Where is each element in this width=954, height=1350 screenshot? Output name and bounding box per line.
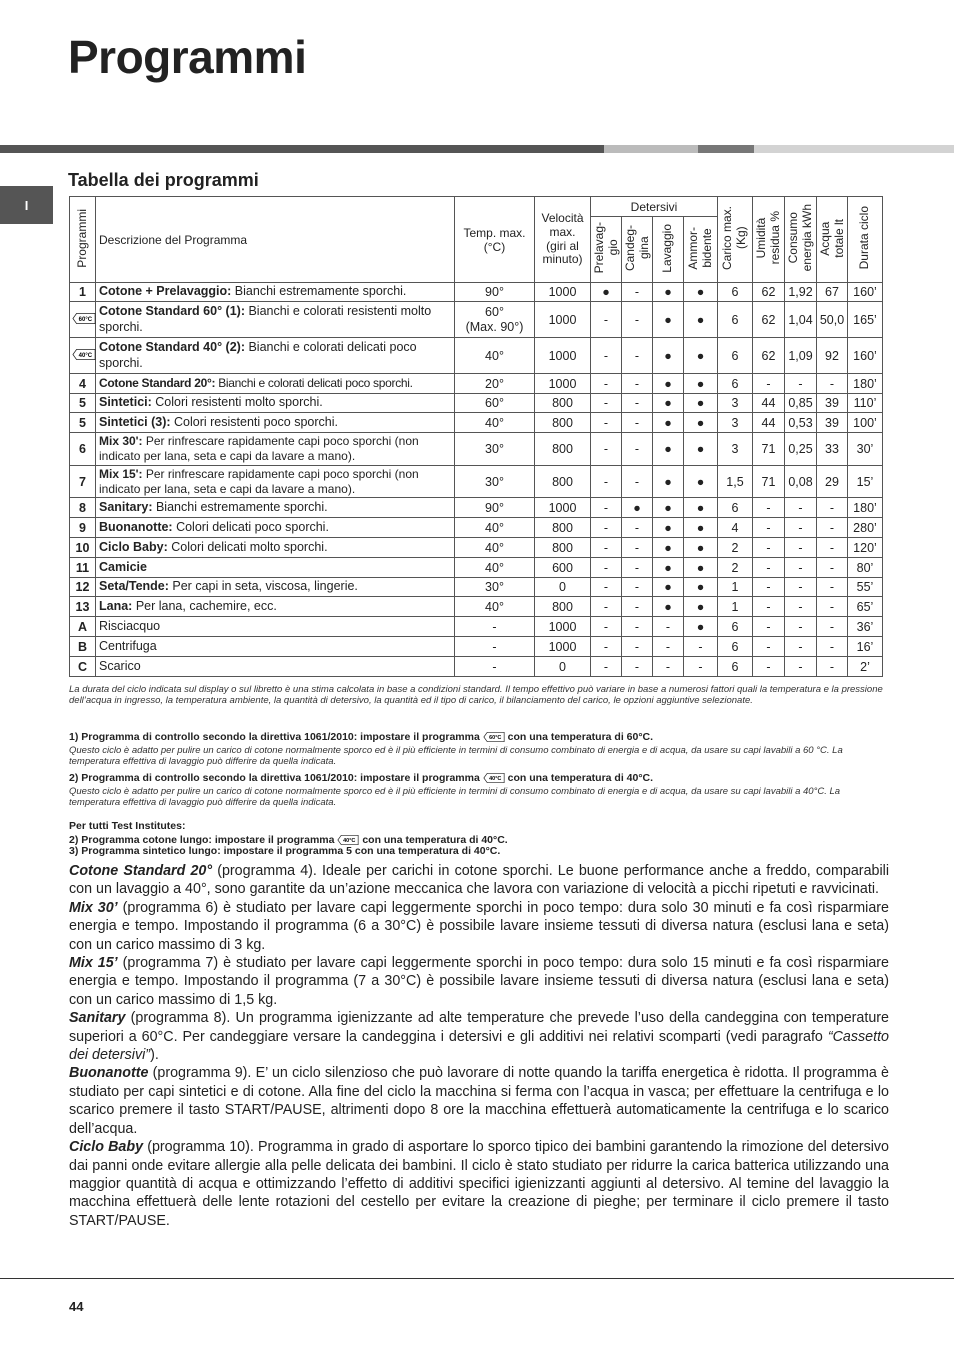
table-row xyxy=(70,466,883,498)
cell-kwh: 0,53 xyxy=(785,413,817,433)
cell-acqua: 92 xyxy=(817,338,848,374)
cell-kwh: - xyxy=(785,518,817,538)
desc-ciclo-baby: Ciclo Baby (programma 10). Programma in grado di asportare lo sporco tipico dei bambini garantendo la rimozione del detersivo dai panni onde evitare allergie alla pelle delicata dei bambini. Il ciclo è stato studiato per ridurre la carica batterica utilizzando una maggior quantità di acqua e ottimizzando l’effetto di additivi specifici igienizzanti aggiunti al detersivo. Al temine del lavaggio la macchina effettuerà delle lente rotazioni del cestello per evitare la creazione di pieghe; per terminare il ciclo premere il tasto START/PAUSE. xyxy=(69,1139,889,1229)
cell-cand: - xyxy=(622,374,653,394)
cell-pre: - xyxy=(591,597,622,617)
program-description: Sintetici: Colori resistenti molto sporchi. xyxy=(96,394,455,413)
cell-umid: - xyxy=(753,637,785,657)
table-row xyxy=(70,413,883,433)
cell-vel: 800 xyxy=(535,538,591,558)
desc-cotone-20: Cotone Standard 20° (programma 4). Ideale per carichi in cotone sporchi. Le buone performance anche a freddo, comparabili con un lavaggio a 40°, sono garantite da un’azione meccanica che lavora con variazione di velocità a picchi ripetuti e ravvicinati. xyxy=(69,863,889,898)
cell-carico: 6 xyxy=(718,637,753,657)
cell-acqua: - xyxy=(817,578,848,597)
cell-umid: 62 xyxy=(753,302,785,338)
cotton-60-program-icon xyxy=(483,731,505,743)
svg-text:40°C: 40°C xyxy=(343,837,356,844)
header-umidita: Umidità residua % xyxy=(753,197,785,283)
cell-vel: 800 xyxy=(535,518,591,538)
cell-lav: ● xyxy=(653,518,684,538)
page-number: 44 xyxy=(69,1299,84,1314)
cell-cand: - xyxy=(622,578,653,597)
cell-temp: 40° xyxy=(455,338,535,374)
program-number: 5 xyxy=(70,394,96,413)
cell-lav: ● xyxy=(653,538,684,558)
cell-lav: ● xyxy=(653,433,684,466)
header-programmi: Programmi xyxy=(70,197,96,283)
cell-vel: 1000 xyxy=(535,374,591,394)
table-row xyxy=(70,617,883,637)
cell-umid: - xyxy=(753,538,785,558)
desc-buonanotte: Buonanotte (programma 9). E’ un ciclo silenzioso che può lavorare di notte quando la tariffa energetica è ridotta. Il programma è studiato per capi sintetici e di cotone. Alla fine del ciclo la macchina si ferma con l’acqua in vasca; per effettuare la centrifuga e lo scarico premere il tasto START/PAUSE, altrimenti dopo 8 ore la macchina effettuerà automaticamente la centrifuga e lo scarico dell’acqua. xyxy=(69,1065,889,1137)
cell-amm: ● xyxy=(684,498,718,518)
cell-durata: 180’ xyxy=(848,498,883,518)
cell-amm: ● xyxy=(684,374,718,394)
cotton-40-program-icon xyxy=(483,772,505,784)
cell-lav: ● xyxy=(653,374,684,394)
cell-cand: ● xyxy=(622,498,653,518)
cell-vel: 0 xyxy=(535,657,591,677)
cell-cand: - xyxy=(622,283,653,302)
cell-temp: 40° xyxy=(455,597,535,617)
cell-lav: ● xyxy=(653,283,684,302)
cell-amm: ● xyxy=(684,518,718,538)
cell-carico: 6 xyxy=(718,302,753,338)
cell-durata: 165’ xyxy=(848,302,883,338)
program-number: 9 xyxy=(70,518,96,538)
test-institutes-notes: Per tutti Test Institutes: 2) Programma cotone lungo: impostare il programma 40°C con una temperatura di 40°C. 3) Programma sintetico lungo: impostare il programma 5 con una temperatura di 40°C. xyxy=(69,820,884,858)
cell-lav: ● xyxy=(653,498,684,518)
cell-acqua: - xyxy=(817,558,848,578)
table-row xyxy=(70,657,883,677)
cell-vel: 1000 xyxy=(535,338,591,374)
programs-table xyxy=(69,196,883,677)
program-description: Buonanotte: Colori delicati poco sporchi. xyxy=(96,518,455,538)
cell-kwh: - xyxy=(785,498,817,518)
cell-temp: 40° xyxy=(455,413,535,433)
header-rule-lighter xyxy=(754,145,954,153)
cell-umid: 71 xyxy=(753,433,785,466)
cell-temp: - xyxy=(455,617,535,637)
header-rule-mid xyxy=(698,145,754,153)
language-side-tab: I xyxy=(0,186,53,224)
cell-temp: 30° xyxy=(455,578,535,597)
cell-cand: - xyxy=(622,338,653,374)
program-number: B xyxy=(70,637,96,657)
cell-umid: - xyxy=(753,617,785,637)
cell-umid: 44 xyxy=(753,394,785,413)
cell-amm: ● xyxy=(684,433,718,466)
cell-lav: - xyxy=(653,617,684,637)
cell-kwh: - xyxy=(785,657,817,677)
header-velocita: Velocità max. (giri al minuto) xyxy=(535,197,591,283)
cell-acqua: - xyxy=(817,597,848,617)
svg-text:40°C: 40°C xyxy=(78,352,93,359)
header-ammorbidente: Ammor- bidente xyxy=(684,217,718,283)
cell-temp: 60° xyxy=(455,394,535,413)
cell-cand: - xyxy=(622,466,653,498)
cell-acqua: 39 xyxy=(817,394,848,413)
program-number: 6 xyxy=(70,433,96,466)
cell-kwh: 1,92 xyxy=(785,283,817,302)
cell-lav: ● xyxy=(653,558,684,578)
header-detersivi: Detersivi xyxy=(591,197,718,217)
cell-amm: - xyxy=(684,637,718,657)
cell-lav: ● xyxy=(653,413,684,433)
header-prelavaggio: Prelavag- gio xyxy=(591,217,622,283)
cell-carico: 3 xyxy=(718,433,753,466)
cell-umid: - xyxy=(753,518,785,538)
cell-cand: - xyxy=(622,518,653,538)
cell-kwh: - xyxy=(785,538,817,558)
cell-cand: - xyxy=(622,597,653,617)
cell-vel: 1000 xyxy=(535,637,591,657)
cell-temp: - xyxy=(455,637,535,657)
cell-umid: - xyxy=(753,498,785,518)
cell-acqua: - xyxy=(817,498,848,518)
program-description: Sintetici (3): Colori resistenti poco sporchi. xyxy=(96,413,455,433)
cell-kwh: - xyxy=(785,558,817,578)
cell-carico: 1 xyxy=(718,597,753,617)
header-lavaggio: Lavaggio xyxy=(653,217,684,283)
svg-text:60°C: 60°C xyxy=(78,316,93,323)
cell-kwh: - xyxy=(785,637,817,657)
program-number: 1 xyxy=(70,283,96,302)
cell-acqua: - xyxy=(817,374,848,394)
cell-durata: 160’ xyxy=(848,283,883,302)
header-candeggina: Candeg- gina xyxy=(622,217,653,283)
program-number: 11 xyxy=(70,558,96,578)
table-row xyxy=(70,538,883,558)
desc-sanitary: Sanitary (programma 8). Un programma igienizzante ad alte temperature che prevede l’uso della candeggina con temperature superiori a 60°C. Per candeggiare versare la candeggina i detersivi e gli additivi nei relativi scomparti (vedi paragrafo “Cassetto dei detersivi”). xyxy=(69,1010,889,1064)
cell-temp: 60° (Max. 90°) xyxy=(455,302,535,338)
cell-pre: - xyxy=(591,433,622,466)
cell-umid: 44 xyxy=(753,413,785,433)
table-row xyxy=(70,558,883,578)
cell-pre: - xyxy=(591,413,622,433)
cell-temp: 40° xyxy=(455,538,535,558)
header-carico: Carico max. (Kg) xyxy=(718,197,753,283)
cotton-60-program-icon xyxy=(72,312,96,325)
cell-temp: 40° xyxy=(455,518,535,538)
header-rule-dark xyxy=(0,145,604,153)
program-description: Mix 30': Per rinfrescare rapidamente capi poco sporchi (non indicato per lana, seta e capi da lavare a mano). xyxy=(96,433,455,466)
cell-vel: 800 xyxy=(535,433,591,466)
program-description: Sanitary: Bianchi estremamente sporchi. xyxy=(96,498,455,518)
cell-lav: - xyxy=(653,657,684,677)
cell-cand: - xyxy=(622,657,653,677)
cell-lav: ● xyxy=(653,466,684,498)
test-institutes-title: Per tutti Test Institutes: xyxy=(69,820,186,832)
cell-vel: 800 xyxy=(535,394,591,413)
program-number: 7 xyxy=(70,466,96,498)
cell-durata: 36’ xyxy=(848,617,883,637)
program-number: 5 xyxy=(70,413,96,433)
cell-vel: 0 xyxy=(535,578,591,597)
cell-acqua: - xyxy=(817,617,848,637)
cell-temp: 90° xyxy=(455,498,535,518)
cell-acqua: 29 xyxy=(817,466,848,498)
program-description: Mix 15': Per rinfrescare rapidamente capi poco sporchi (non indicato per lana, seta e capi da lavare a mano). xyxy=(96,466,455,498)
page-title: Programmi xyxy=(68,31,307,83)
cell-vel: 800 xyxy=(535,597,591,617)
cell-amm: ● xyxy=(684,394,718,413)
program-description: Cotone Standard 20°: Bianchi e colorati delicati poco sporchi. xyxy=(96,374,455,394)
footnote-2: 2) Programma di controllo secondo la direttiva 1061/2010: impostare il programma 40°C con una temperatura di 40°C. Questo ciclo è adatto per pulire un carico di cotone normalmente sporco ed è il più efficiente in termini di consumo combinato di energia e di acqua, da usare su capi lavabili a 40°C. La temperatura effettiva di lavaggio può differire da quella indicata. xyxy=(69,772,841,809)
cell-pre: - xyxy=(591,558,622,578)
program-description: Centrifuga xyxy=(96,637,455,657)
cell-vel: 1000 xyxy=(535,498,591,518)
cell-durata: 80’ xyxy=(848,558,883,578)
cell-cand: - xyxy=(622,617,653,637)
table-row xyxy=(70,394,883,413)
cell-cand: - xyxy=(622,302,653,338)
cell-pre: - xyxy=(591,338,622,374)
cell-cand: - xyxy=(622,413,653,433)
cell-carico: 6 xyxy=(718,498,753,518)
cell-acqua: - xyxy=(817,518,848,538)
cell-lav: ● xyxy=(653,394,684,413)
cell-temp: 30° xyxy=(455,433,535,466)
program-description: Cotone Standard 40° (2): Bianchi e colorati delicati poco sporchi. xyxy=(96,338,455,374)
cell-temp: 90° xyxy=(455,283,535,302)
cell-amm: ● xyxy=(684,558,718,578)
table-row xyxy=(70,433,883,466)
cell-umid: - xyxy=(753,558,785,578)
cell-acqua: - xyxy=(817,637,848,657)
cell-cand: - xyxy=(622,433,653,466)
program-description: Cotone Standard 60° (1): Bianchi e colorati resistenti molto sporchi. xyxy=(96,302,455,338)
cell-kwh: 0,08 xyxy=(785,466,817,498)
cell-umid: 62 xyxy=(753,283,785,302)
cell-pre: - xyxy=(591,374,622,394)
cell-carico: 6 xyxy=(718,617,753,637)
cell-cand: - xyxy=(622,394,653,413)
svg-text:40°C: 40°C xyxy=(488,776,502,783)
cell-umid: - xyxy=(753,657,785,677)
cell-umid: 62 xyxy=(753,338,785,374)
svg-text:60°C: 60°C xyxy=(488,735,502,742)
cell-amm: ● xyxy=(684,538,718,558)
cell-pre: - xyxy=(591,518,622,538)
cell-vel: 1000 xyxy=(535,302,591,338)
table-row xyxy=(70,637,883,657)
header-rule-light xyxy=(604,145,698,153)
cell-pre: - xyxy=(591,578,622,597)
cell-lav: - xyxy=(653,637,684,657)
header-durata: Durata ciclo xyxy=(848,197,883,283)
cell-carico: 1,5 xyxy=(718,466,753,498)
cell-temp: - xyxy=(455,657,535,677)
program-number: 12 xyxy=(70,578,96,597)
table-row xyxy=(70,338,883,374)
program-description: Risciacquo xyxy=(96,617,455,637)
cell-kwh: - xyxy=(785,617,817,637)
cell-kwh: - xyxy=(785,597,817,617)
cell-durata: 16’ xyxy=(848,637,883,657)
program-number: 10 xyxy=(70,538,96,558)
header-consumo: Consumo energia kWh xyxy=(785,197,817,283)
cell-kwh: 1,04 xyxy=(785,302,817,338)
program-description: Seta/Tende: Per capi in seta, viscosa, lingerie. xyxy=(96,578,455,597)
cell-carico: 6 xyxy=(718,374,753,394)
cell-kwh: - xyxy=(785,578,817,597)
footnote-1: 1) Programma di controllo secondo la direttiva 1061/2010: impostare il programma 60°C con una temperatura di 60°C. Questo ciclo è adatto per pulire un carico di cotone normalmente sporco ed è il più efficiente in termini di consumo combinato di energia e di acqua, da usare su capi lavabili a 60 °C. La temperatura effettiva di lavaggio può differire da quella indicata. xyxy=(69,731,843,768)
section-title: Tabella dei programmi xyxy=(68,170,259,190)
cell-kwh: 0,85 xyxy=(785,394,817,413)
cell-carico: 3 xyxy=(718,394,753,413)
program-description: Cotone + Prelavaggio: Bianchi estremamente sporchi. xyxy=(96,283,455,302)
header-temp: Temp. max. (°C) xyxy=(455,197,535,283)
cell-carico: 3 xyxy=(718,413,753,433)
program-number: 8 xyxy=(70,498,96,518)
cell-pre: - xyxy=(591,538,622,558)
cell-vel: 800 xyxy=(535,466,591,498)
table-row xyxy=(70,518,883,538)
cell-durata: 120’ xyxy=(848,538,883,558)
cell-kwh: 0,25 xyxy=(785,433,817,466)
cell-pre: - xyxy=(591,302,622,338)
program-number xyxy=(70,338,96,374)
cell-amm: ● xyxy=(684,283,718,302)
cell-acqua: 33 xyxy=(817,433,848,466)
header-descrizione: Descrizione del Programma xyxy=(96,197,455,283)
program-number: A xyxy=(70,617,96,637)
cell-durata: 30’ xyxy=(848,433,883,466)
cell-amm: ● xyxy=(684,597,718,617)
cotton-40-program-icon xyxy=(337,834,359,846)
cell-durata: 180’ xyxy=(848,374,883,394)
cell-durata: 65’ xyxy=(848,597,883,617)
program-description: Ciclo Baby: Colori delicati molto sporchi. xyxy=(96,538,455,558)
header-acqua: Acqua totale lt xyxy=(817,197,848,283)
program-number: 4 xyxy=(70,374,96,394)
cell-durata: 15’ xyxy=(848,466,883,498)
cell-carico: 2 xyxy=(718,538,753,558)
cell-umid: - xyxy=(753,374,785,394)
cell-vel: 1000 xyxy=(535,617,591,637)
cell-temp: 40° xyxy=(455,558,535,578)
cell-pre: - xyxy=(591,637,622,657)
cell-lav: ● xyxy=(653,302,684,338)
cell-amm: ● xyxy=(684,466,718,498)
cell-carico: 6 xyxy=(718,338,753,374)
cotton-40-program-icon xyxy=(72,348,96,361)
cell-durata: 280’ xyxy=(848,518,883,538)
desc-mix-30: Mix 30’ (programma 6) è studiato per lavare capi leggermente sporchi in poco tempo: dura solo 30 minuti e fa così risparmiare energia e tempo. Impostando il programma (6 a 30°C) è possibile lavare insieme tessuti di diversa natura (esclusi lana e seta) con un carico massimo di 3 kg. xyxy=(69,899,890,953)
cell-durata: 55’ xyxy=(848,578,883,597)
cycle-duration-disclaimer: La durata del ciclo indicata sul display o sul libretto è una stima calcolata in base a condizioni standard. Il tempo effettivo può variare in base a numerosi fattori quali la temperatura e la pressione dell’acqua in ingresso, la temperatura ambiente, la quantità di detersivo, la quantità ed il tipo di carico, il bilanciamento del carico, le opzioni aggiuntive selezionate. xyxy=(69,684,883,707)
table-row xyxy=(70,374,883,394)
program-description: Camicie xyxy=(96,558,455,578)
cell-acqua: 50,0 xyxy=(817,302,848,338)
cell-durata: 110’ xyxy=(848,394,883,413)
cell-pre: - xyxy=(591,466,622,498)
program-description: Lana: Per lana, cachemire, ecc. xyxy=(96,597,455,617)
cell-umid: - xyxy=(753,578,785,597)
cell-carico: 6 xyxy=(718,283,753,302)
cell-pre: - xyxy=(591,657,622,677)
cell-vel: 800 xyxy=(535,413,591,433)
cell-carico: 1 xyxy=(718,578,753,597)
cell-lav: ● xyxy=(653,338,684,374)
table-row xyxy=(70,302,883,338)
cell-lav: ● xyxy=(653,597,684,617)
cell-acqua: 39 xyxy=(817,413,848,433)
cell-vel: 1000 xyxy=(535,283,591,302)
program-number: 13 xyxy=(70,597,96,617)
cell-pre: - xyxy=(591,617,622,637)
cell-temp: 20° xyxy=(455,374,535,394)
table-row xyxy=(70,283,883,302)
cell-durata: 2’ xyxy=(848,657,883,677)
cell-cand: - xyxy=(622,538,653,558)
footer-rule xyxy=(0,1278,954,1279)
cell-durata: 100’ xyxy=(848,413,883,433)
cell-cand: - xyxy=(622,558,653,578)
cell-acqua: - xyxy=(817,657,848,677)
cell-carico: 6 xyxy=(718,657,753,677)
cell-pre: - xyxy=(591,394,622,413)
cell-amm: - xyxy=(684,657,718,677)
cell-amm: ● xyxy=(684,338,718,374)
cell-amm: ● xyxy=(684,578,718,597)
cell-kwh: 1,09 xyxy=(785,338,817,374)
cell-carico: 2 xyxy=(718,558,753,578)
cell-umid: - xyxy=(753,597,785,617)
program-number xyxy=(70,302,96,338)
cell-amm: ● xyxy=(684,617,718,637)
program-descriptions xyxy=(69,862,889,1230)
table-row xyxy=(70,498,883,518)
program-number: C xyxy=(70,657,96,677)
cell-vel: 600 xyxy=(535,558,591,578)
table-row xyxy=(70,578,883,597)
cell-acqua: 67 xyxy=(817,283,848,302)
cell-cand: - xyxy=(622,637,653,657)
cell-carico: 4 xyxy=(718,518,753,538)
cell-temp: 30° xyxy=(455,466,535,498)
cell-pre: ● xyxy=(591,283,622,302)
program-description: Scarico xyxy=(96,657,455,677)
table-row xyxy=(70,597,883,617)
cell-amm: ● xyxy=(684,413,718,433)
cell-umid: 71 xyxy=(753,466,785,498)
cell-pre: - xyxy=(591,498,622,518)
cell-acqua: - xyxy=(817,538,848,558)
cell-kwh: - xyxy=(785,374,817,394)
desc-mix-15: Mix 15’ (programma 7) è studiato per lavare capi leggermente sporchi in poco tempo: dura solo 15 minuti e fa così risparmiare energia e tempo. Impostando il programma (7 a 30°C) è possibile lavare insieme tessuti di diversa natura (esclusi lana e seta) con un carico massimo di 1,5 kg. xyxy=(69,955,890,1008)
cell-amm: ● xyxy=(684,302,718,338)
cell-lav: ● xyxy=(653,578,684,597)
cell-durata: 160’ xyxy=(848,338,883,374)
